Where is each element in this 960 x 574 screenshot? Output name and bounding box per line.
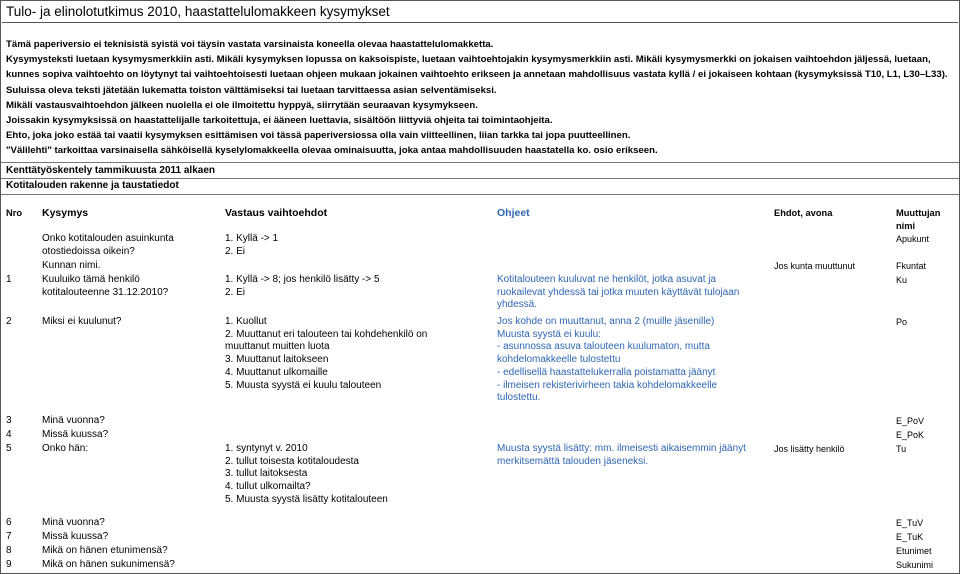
intro-line: Mikäli vastausvaihtoehdon jälkeen nuolella ei ole ilmoitettu hyppyä, siirrytään seuraavan kysymykseen. [6,99,478,111]
row-1-question: Kuuluiko tämä henkilö kotitalouteenne 31.12.2010? [42,274,169,298]
intro-text [6,27,956,159]
row-6-number: 6 [6,517,12,528]
field-note: Kenttätyöskentely tammikuusta 2011 alkaen [6,165,215,176]
section-title: Kotitalouden rakenne ja taustatiedot [6,180,179,191]
row-6-variable: E_TuV [896,518,924,528]
row-8-number: 8 [6,545,12,556]
intro-line: Joissakin kysymyksissä on haastattelijalle tarkoitettuja, ei ääneen luettavia, sisältöön liittyviä ohjeita tai toimintaohjeita. [6,115,553,127]
row-9-number: 9 [6,559,12,570]
row-8-variable: Etunimet [896,546,932,556]
row-3-variable: E_PoV [896,416,925,426]
intro-line: Suluissa oleva teksti jätetään lukematta toiston välttämiseksi tai luetaan tarvittaessa asian selventämiseksi. [6,84,497,96]
row-apukunt-question: Onko kotitalouden asuinkunta otostiedoissa oikein? [42,233,174,257]
intro-line: Ehto, joka joko estää tai vaatii kysymyksen esittämisen voi tässä paperiversiossa olla vain viitteellinen, liian tarkka tai jopa puutteellinen. [6,130,631,142]
header-ohjeet: Ohjeet [497,207,530,219]
row-5-question: Onko hän: [42,443,89,454]
row-2-number: 2 [6,316,12,327]
divider [1,178,959,179]
row-apukunt-answers: 1. Kyllä -> 1 2. Ei [225,233,279,257]
row-7-number: 7 [6,531,12,542]
header-muuttuja: Muuttujan nimi [896,208,941,231]
header-nro: Nro [6,208,23,218]
row-1-number: 1 [6,274,12,285]
row-6-question: Minä vuonna? [42,517,105,528]
row-3-number: 3 [6,415,12,426]
intro-line: "Välilehti" tarkoittaa varsinaisella sähköisellä kyselylomakkeella olevaa ominaisuutta, joka antaa mahdollisuuden haastatella ko. osio erikseen. [6,145,658,157]
document-title: Tulo- ja elinolotutkimus 2010, haastattelulomakkeen kysymykset [2,1,958,23]
row-fkuntat-condition: Jos kunta muuttunut [774,261,856,271]
row-1-answers: 1. Kyllä -> 8; jos henkilö lisätty -> 5 2. Ei [225,274,380,298]
row-2-variable: Po [896,317,908,327]
row-1-variable: Ku [896,275,908,285]
row-fkuntat-question: Kunnan nimi. [42,260,101,271]
divider [1,162,959,163]
row-2-answers: 1. Kuollut 2. Muuttanut eri talouteen tai kohdehenkilö on muuttanut muitten luota 3. Muuttanut laitokseen 4. Muuttanut ulkomaille 5. Muusta syystä ei kuulu talouteen [225,316,428,391]
row-fkuntat-variable: Fkuntat [896,261,927,271]
header-vastaus: Vastaus vaihtoehdot [225,207,328,219]
row-2-instructions: Jos kohde on muuttanut, anna 2 (muille jäsenille) Muusta syystä ei kuulu: - asunnossa asuva talouteen kuulumaton, mutta kohdelomakkeelle tulostettu - edellisellä haastattelukerralla poistamatta jäänyt - ilmeisen rekisterivirheen takia kohdelomakkeelle tulostettu. [497,316,718,404]
row-2-question: Miksi ei kuulunut? [42,316,122,327]
divider [1,194,959,195]
row-5-condition: Jos lisätty henkilö [774,444,845,454]
row-5-number: 5 [6,443,12,454]
row-4-number: 4 [6,429,12,440]
intro-line: Kysymysteksti luetaan kysymysmerkkiin asti. Mikäli kysymyksen lopussa on kaksoispiste, luetaan vaihtoehtojakin kysymysmerkkiin asti. Mikäli kysymysmerkki on jokaisen vaihtoehdon jäljessä, luetaan, kunnes sopiva vaihtoehto on löytynyt tai vaihtoehtoisesti luetaan ohjeen mukaan jokainen vaihtoehto erikseen ja annetaan mahdollisuus vastata kyllä / ei jokaiseen kohtaan (kysymyksissä T10, L1, L30–L33). [6,54,948,81]
row-7-question: Missä kuussa? [42,531,109,542]
header-kysymys: Kysymys [42,207,89,219]
row-apukunt-variable: Apukunt [896,234,930,244]
row-4-variable: E_PoK [896,430,925,440]
row-5-variable: Tu [896,444,907,454]
row-5-instructions: Muusta syystä lisätty: mm. ilmeisesti aikaisemmin jäänyt merkitsemättä talouden jäseneksi. [497,443,746,467]
row-9-variable: Sukunimi [896,560,934,570]
row-8-question: Mikä on hänen etunimensä? [42,545,168,556]
row-3-question: Minä vuonna? [42,415,105,426]
row-7-variable: E_TuK [896,532,924,542]
intro-line: Tämä paperiversio ei teknisistä syistä voi täysin vastata varsinaista koneella olevaa haastattelulomakketta. [6,39,494,50]
row-9-question: Mikä on hänen sukunimensä? [42,559,175,570]
row-5-answers: 1. syntynyt v. 2010 2. tullut toisesta kotitaloudesta 3. tullut laitoksesta 4. tullut ulkomailta? 5. Muusta syystä lisätty kotitalouteen [225,443,388,505]
row-1-instructions: Kotitalouteen kuuluvat ne henkilöt, jotka asuvat ja ruokailevat yhdessä tai jotka muuten käyttävät tulojaan yhdessä. [497,274,740,311]
header-ehdot: Ehdot, avona [774,208,833,218]
row-4-question: Missä kuussa? [42,429,109,440]
